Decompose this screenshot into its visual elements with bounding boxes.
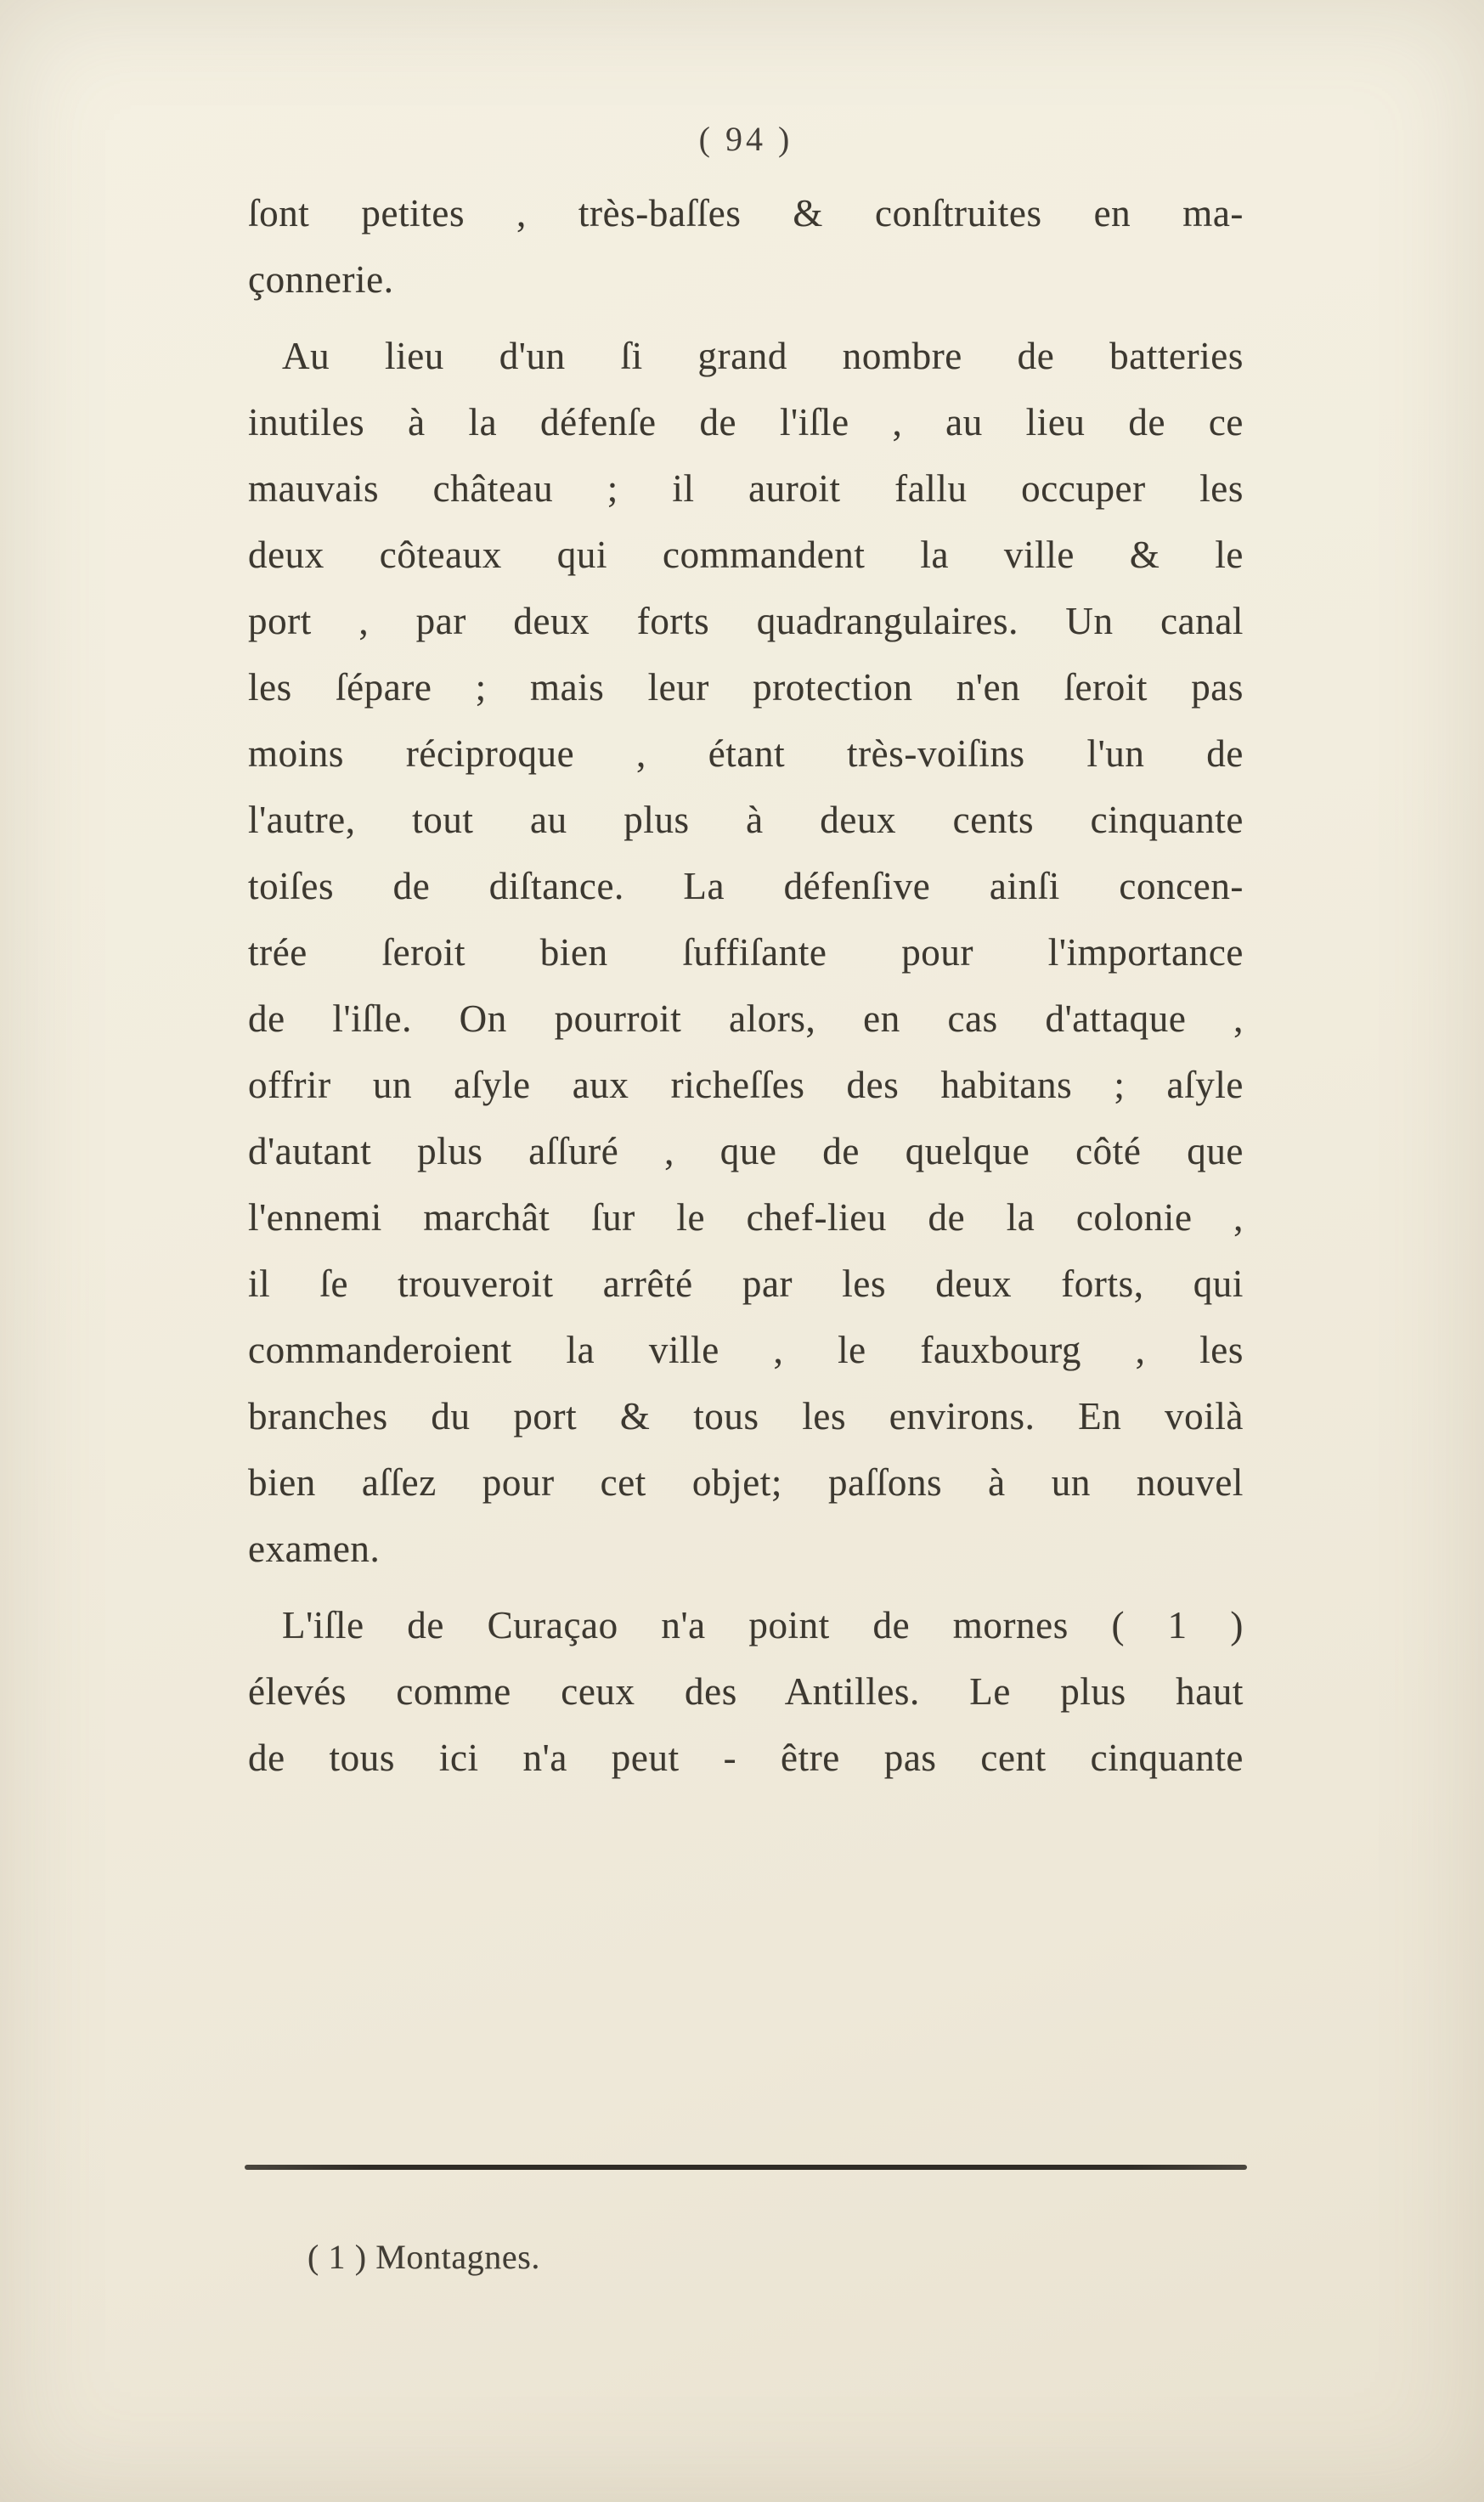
text-line: de tous ici n'a peut - être pas cent cinquante xyxy=(248,1737,1244,1779)
text-line: il ſe trouveroit arrêté par les deux forts, qui xyxy=(248,1262,1244,1305)
text-line: mauvais château ; il auroit fallu occuper les xyxy=(248,467,1244,510)
text-line: offrir un aſyle aux richeſſes des habitans ; aſyle xyxy=(248,1064,1244,1106)
text-line: d'autant plus aſſuré , que de quelque côté que xyxy=(248,1130,1244,1172)
text-line: port , par deux forts quadrangulaires. Un canal xyxy=(248,600,1244,642)
text-line: branches du port & tous les environs. En voilà xyxy=(248,1395,1244,1437)
text-line: deux côteaux qui commandent la ville & le xyxy=(248,534,1244,576)
text-line: l'ennemi marchât ſur le chef-lieu de la colonie , xyxy=(248,1196,1244,1239)
text-line: Au lieu d'un ſi grand nombre de batteries xyxy=(282,335,1244,377)
text-line: ſont petites , très-baſſes & conſtruites en ma- xyxy=(248,192,1244,234)
text-line: çonnerie. xyxy=(248,258,394,301)
text-line: de l'iſle. On pourroit alors, en cas d'attaque , xyxy=(248,997,1244,1040)
text-line: commanderoient la ville , le fauxbourg , les xyxy=(248,1329,1244,1371)
text-line: L'iſle de Curaçao n'a point de mornes ( 1 ) xyxy=(282,1604,1244,1646)
text-line: examen. xyxy=(248,1528,381,1570)
paragraph xyxy=(248,323,1244,1582)
text-line: moins réciproque , étant très-voiſins l'un de xyxy=(248,732,1244,775)
text-line: bien aſſez pour cet objet; paſſons à un nouvel xyxy=(248,1461,1244,1504)
text-line: inutiles à la défenſe de l'iſle , au lieu de ce xyxy=(248,401,1244,443)
paragraph xyxy=(248,1592,1244,1791)
text-line: toiſes de diſtance. La défenſive ainſi concen- xyxy=(248,865,1244,907)
footnote-text: ( 1 ) Montagnes. xyxy=(308,2238,540,2276)
text-line: trée ſeroit bien ſuffiſante pour l'importance xyxy=(248,931,1244,974)
text-line: l'autre, tout au plus à deux cents cinquante xyxy=(248,799,1244,841)
text-line: les ſépare ; mais leur protection n'en ſeroit pas xyxy=(248,666,1244,709)
text-block xyxy=(248,112,1244,1791)
text-line: élevés comme ceux des Antilles. Le plus haut xyxy=(248,1670,1244,1713)
footnote-divider xyxy=(245,2165,1247,2170)
paragraph xyxy=(248,180,1244,313)
page-number: ( 94 ) xyxy=(698,120,793,158)
